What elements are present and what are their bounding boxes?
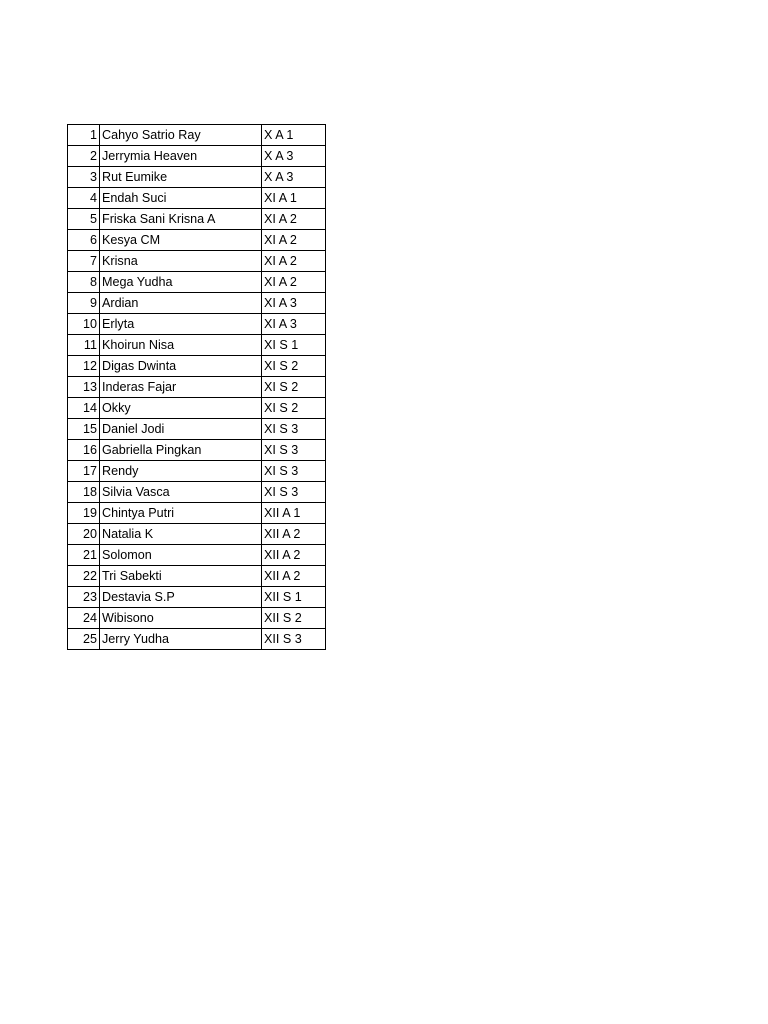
table-row	[68, 419, 326, 440]
table-row	[68, 503, 326, 524]
student-name-cell: Kesya CM	[100, 230, 262, 251]
class-cell: XI A 3	[262, 314, 326, 335]
class-cell: XII S 3	[262, 629, 326, 650]
row-number-cell: 18	[68, 482, 100, 503]
student-name-cell: Digas Dwinta	[100, 356, 262, 377]
class-cell: XII A 2	[262, 545, 326, 566]
student-name-cell: Inderas Fajar	[100, 377, 262, 398]
row-number-cell: 21	[68, 545, 100, 566]
student-name-cell: Rendy	[100, 461, 262, 482]
row-number-cell: 22	[68, 566, 100, 587]
table-row	[68, 272, 326, 293]
row-number-cell: 2	[68, 146, 100, 167]
student-name-cell: Friska Sani Krisna A	[100, 209, 262, 230]
class-cell: XII S 2	[262, 608, 326, 629]
student-name-cell: Jerrymia Heaven	[100, 146, 262, 167]
class-cell: XII A 1	[262, 503, 326, 524]
table-row	[68, 377, 326, 398]
row-number-cell: 12	[68, 356, 100, 377]
table-row	[68, 293, 326, 314]
class-cell: XI S 2	[262, 398, 326, 419]
table-row	[68, 146, 326, 167]
roster-sheet	[67, 124, 326, 650]
student-name-cell: Natalia K	[100, 524, 262, 545]
table-row	[68, 335, 326, 356]
table-row	[68, 167, 326, 188]
class-cell: XI A 1	[262, 188, 326, 209]
class-cell: X A 3	[262, 167, 326, 188]
student-name-cell: Chintya Putri	[100, 503, 262, 524]
row-number-cell: 14	[68, 398, 100, 419]
row-number-cell: 15	[68, 419, 100, 440]
row-number-cell: 25	[68, 629, 100, 650]
student-name-cell: Ardian	[100, 293, 262, 314]
table-row	[68, 482, 326, 503]
table-row	[68, 356, 326, 377]
roster-table	[67, 124, 326, 650]
class-cell: XI S 3	[262, 482, 326, 503]
row-number-cell: 11	[68, 335, 100, 356]
table-row	[68, 314, 326, 335]
student-name-cell: Tri Sabekti	[100, 566, 262, 587]
table-row	[68, 524, 326, 545]
table-row	[68, 230, 326, 251]
table-row	[68, 566, 326, 587]
table-row	[68, 608, 326, 629]
class-cell: XI A 2	[262, 209, 326, 230]
student-name-cell: Solomon	[100, 545, 262, 566]
row-number-cell: 8	[68, 272, 100, 293]
class-cell: XII S 1	[262, 587, 326, 608]
class-cell: XI S 1	[262, 335, 326, 356]
student-name-cell: Wibisono	[100, 608, 262, 629]
table-row	[68, 587, 326, 608]
student-name-cell: Jerry Yudha	[100, 629, 262, 650]
student-name-cell: Erlyta	[100, 314, 262, 335]
table-row	[68, 188, 326, 209]
class-cell: XI S 2	[262, 356, 326, 377]
class-cell: X A 1	[262, 125, 326, 146]
row-number-cell: 13	[68, 377, 100, 398]
roster-table-body	[68, 125, 326, 650]
student-name-cell: Rut Eumike	[100, 167, 262, 188]
table-row	[68, 545, 326, 566]
student-name-cell: Silvia Vasca	[100, 482, 262, 503]
table-row	[68, 251, 326, 272]
student-name-cell: Krisna	[100, 251, 262, 272]
row-number-cell: 4	[68, 188, 100, 209]
student-name-cell: Okky	[100, 398, 262, 419]
class-cell: XI S 3	[262, 419, 326, 440]
row-number-cell: 6	[68, 230, 100, 251]
row-number-cell: 3	[68, 167, 100, 188]
table-row	[68, 629, 326, 650]
class-cell: XII A 2	[262, 524, 326, 545]
table-row	[68, 209, 326, 230]
row-number-cell: 10	[68, 314, 100, 335]
class-cell: XI S 3	[262, 461, 326, 482]
class-cell: X A 3	[262, 146, 326, 167]
class-cell: XI A 2	[262, 251, 326, 272]
student-name-cell: Khoirun Nisa	[100, 335, 262, 356]
student-name-cell: Gabriella Pingkan	[100, 440, 262, 461]
row-number-cell: 20	[68, 524, 100, 545]
row-number-cell: 17	[68, 461, 100, 482]
row-number-cell: 19	[68, 503, 100, 524]
class-cell: XI S 2	[262, 377, 326, 398]
table-row	[68, 398, 326, 419]
table-row	[68, 125, 326, 146]
table-row	[68, 461, 326, 482]
student-name-cell: Cahyo Satrio Ray	[100, 125, 262, 146]
student-name-cell: Mega Yudha	[100, 272, 262, 293]
class-cell: XII A 2	[262, 566, 326, 587]
row-number-cell: 16	[68, 440, 100, 461]
student-name-cell: Destavia S.P	[100, 587, 262, 608]
student-name-cell: Endah Suci	[100, 188, 262, 209]
class-cell: XI A 2	[262, 272, 326, 293]
row-number-cell: 24	[68, 608, 100, 629]
class-cell: XI A 2	[262, 230, 326, 251]
row-number-cell: 1	[68, 125, 100, 146]
row-number-cell: 5	[68, 209, 100, 230]
row-number-cell: 9	[68, 293, 100, 314]
class-cell: XI S 3	[262, 440, 326, 461]
class-cell: XI A 3	[262, 293, 326, 314]
row-number-cell: 7	[68, 251, 100, 272]
row-number-cell: 23	[68, 587, 100, 608]
table-row	[68, 440, 326, 461]
student-name-cell: Daniel Jodi	[100, 419, 262, 440]
